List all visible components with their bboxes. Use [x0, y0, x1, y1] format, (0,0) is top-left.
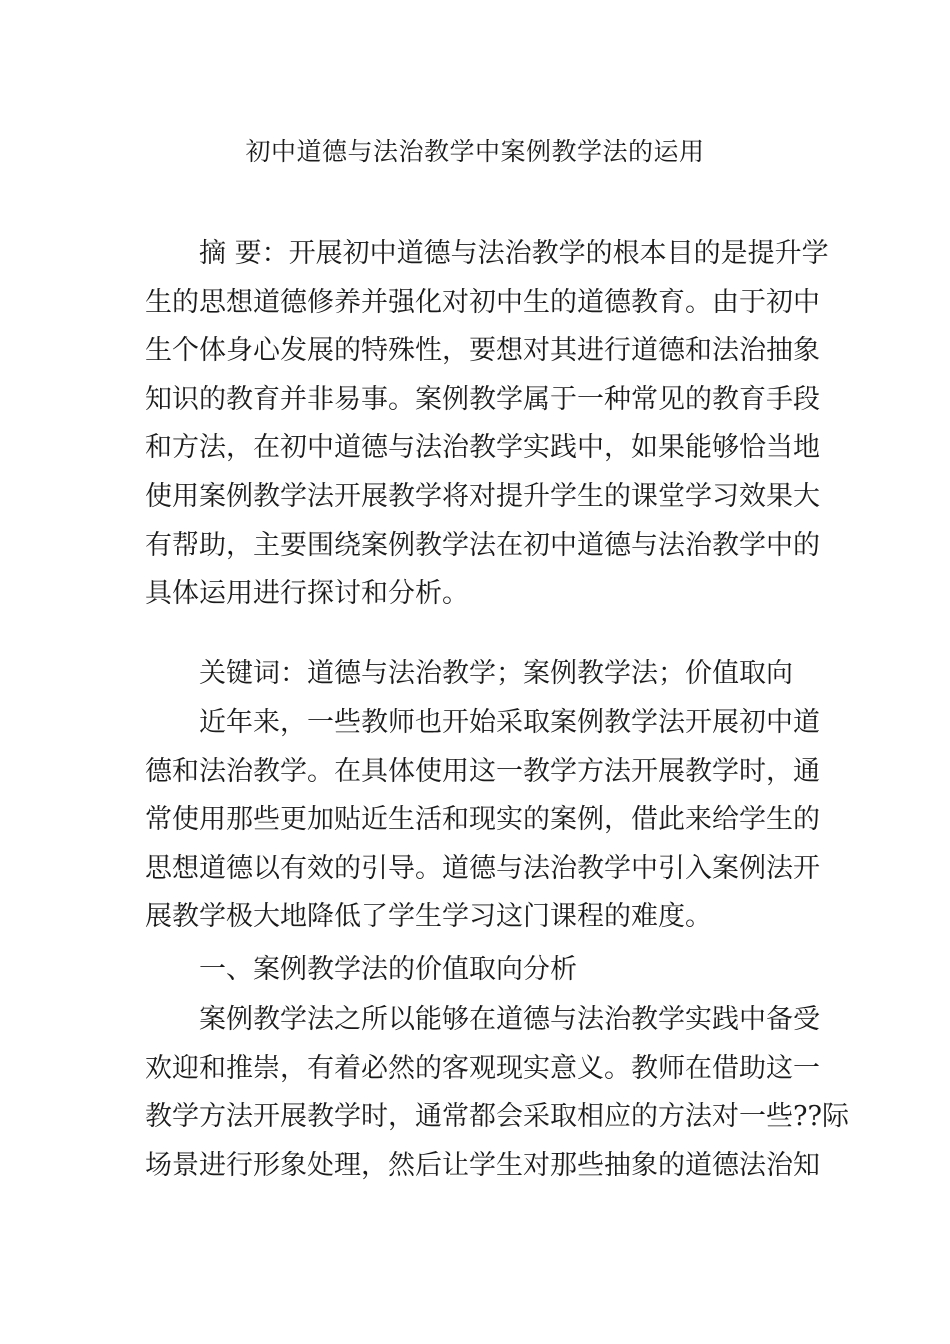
abstract-line: 有帮助，主要围绕案例教学法在初中道德与法治教学中的	[145, 529, 820, 561]
section1-paragraph	[145, 996, 849, 1190]
section1-heading: 一、案例教学法的价值取向分析	[199, 954, 577, 985]
abstract-line: 具体运用进行探讨和分析。	[145, 578, 469, 610]
abstract-line: 生个体身心发展的特殊性，要想对其进行道德和法治抽象	[145, 335, 820, 367]
section1-line: 场景进行形象处理，然后让学生对那些抽象的道德法治知	[145, 1149, 820, 1181]
section1-line: 欢迎和推崇，有着必然的客观现实意义。教师在借助这一	[145, 1052, 820, 1084]
abstract-label: 摘 要：	[199, 238, 289, 269]
intro-line: 常使用那些更加贴近生活和现实的案例，借此来给学生的	[145, 804, 820, 836]
intro-line: 近年来，一些教师也开始采取案例教学法开展初中道	[199, 707, 820, 738]
abstract-line	[145, 230, 829, 279]
abstract-line-text: 开展初中道德与法治教学的根本目的是提升学	[288, 238, 829, 269]
abstract-line: 知识的教育并非易事。案例教学属于一种常见的教育手段	[145, 383, 820, 415]
section-heading	[145, 946, 810, 995]
intro-line: 展教学极大地降低了学生学习这门课程的难度。	[145, 901, 712, 933]
intro-line: 思想道德以有效的引导。道德与法治教学中引入案例法开	[145, 852, 820, 884]
keywords-line: 关键词：道德与法治教学；案例教学法；价值取向	[199, 658, 793, 689]
keywords-paragraph	[145, 650, 810, 699]
abstract-line: 使用案例教学法开展教学将对提升学生的课堂学习效果大	[145, 480, 820, 512]
abstract-line: 和方法，在初中道德与法治教学实践中，如果能够恰当地	[145, 432, 820, 464]
section1-line: 案例教学法之所以能够在道德与法治教学实践中备受	[199, 1004, 820, 1035]
intro-line: 德和法治教学。在具体使用这一教学方法开展教学时，通	[145, 755, 820, 787]
section1-line: 教学方法开展教学时，通常都会采取相应的方法对一些??际	[145, 1101, 849, 1133]
abstract-line: 生的思想道德修养并强化对初中生的道德教育。由于初中	[145, 286, 820, 318]
document-title: 初中道德与法治教学中案例教学法的运用	[245, 137, 705, 166]
intro-paragraph	[145, 699, 820, 942]
abstract-paragraph	[145, 230, 829, 619]
